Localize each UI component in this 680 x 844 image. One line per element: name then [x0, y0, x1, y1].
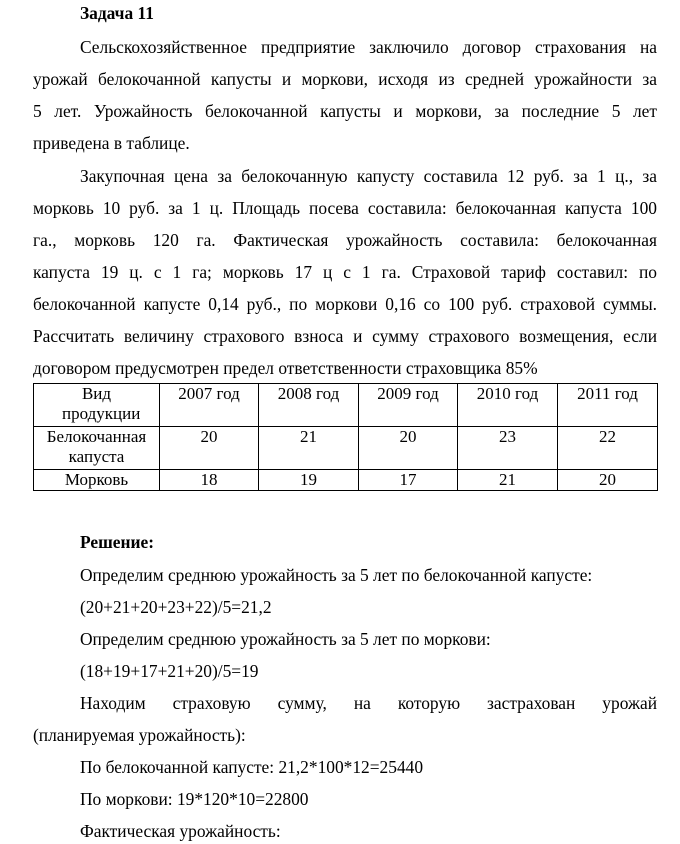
- value-cell: 22: [558, 427, 658, 470]
- product-cell: Морковь: [34, 470, 160, 491]
- text-line: Фактическая урожайность:: [80, 821, 281, 841]
- formula-line: По белокочанной капусте: 21,2*100*12=25440: [80, 757, 424, 777]
- text-line: Закупочная цена за белокочанную капусту составила 12 руб. за 1 ц., за: [80, 166, 657, 186]
- text-line: приведена в таблице.: [33, 133, 190, 153]
- formula-line: (18+19+17+21+20)/5=19: [80, 661, 259, 681]
- text-line: договором предусмотрен предел ответственности страховщика 85%: [33, 358, 538, 378]
- text-line: капуста 19 ц. с 1 га; морковь 17 ц с 1 га. Страховой тариф составил: по: [33, 262, 657, 282]
- formula-line: По моркови: 19*120*10=22800: [80, 789, 309, 809]
- value-cell: 18: [160, 470, 259, 491]
- text-line: Рассчитать величину страхового взноса и сумму страхового возмещения, если: [33, 326, 657, 346]
- column-header: 2011 год: [558, 384, 658, 427]
- text-line: морковь 10 руб. за 1 ц. Площадь посева составила: белокочанная капуста 100: [33, 198, 657, 218]
- yield-table: [33, 383, 658, 491]
- text-line: Определим среднюю урожайность за 5 лет по моркови:: [80, 629, 491, 649]
- text-line: (планируемая урожайность):: [33, 725, 246, 745]
- column-header: Вид продукции: [34, 384, 160, 427]
- table-header-row: [34, 384, 658, 427]
- value-cell: 21: [259, 427, 359, 470]
- value-cell: 21: [458, 470, 558, 491]
- value-cell: 20: [558, 470, 658, 491]
- product-cell: Белокочанная капуста: [34, 427, 160, 470]
- task-title: Задача 11: [80, 3, 154, 23]
- value-cell: 19: [259, 470, 359, 491]
- text-line: Сельскохозяйственное предприятие заключило договор страхования на: [80, 37, 657, 57]
- value-cell: 17: [359, 470, 458, 491]
- column-header: 2010 год: [458, 384, 558, 427]
- text-line: 5 лет. Урожайность белокочанной капусты и моркови, за последние 5 лет: [33, 101, 657, 121]
- value-cell: 20: [160, 427, 259, 470]
- table-row: [34, 470, 658, 491]
- text-line: га., морковь 120 га. Фактическая урожайность составила: белокочанная: [33, 230, 657, 250]
- table-row: [34, 427, 658, 470]
- column-header: 2008 год: [259, 384, 359, 427]
- value-cell: 20: [359, 427, 458, 470]
- text-line: урожай белокочанной капусты и моркови, исходя из средней урожайности за: [33, 69, 657, 89]
- column-header: 2007 год: [160, 384, 259, 427]
- solution-heading: Решение:: [80, 532, 155, 552]
- formula-line: (20+21+20+23+22)/5=21,2: [80, 597, 272, 617]
- value-cell: 23: [458, 427, 558, 470]
- text-line: Находим страховую сумму, на которую застрахован урожай: [80, 693, 657, 713]
- text-line: белокочанной капусте 0,14 руб., по моркови 0,16 со 100 руб. страховой суммы.: [33, 294, 657, 314]
- column-header: 2009 год: [359, 384, 458, 427]
- text-line: Определим среднюю урожайность за 5 лет по белокочанной капусте:: [80, 565, 593, 585]
